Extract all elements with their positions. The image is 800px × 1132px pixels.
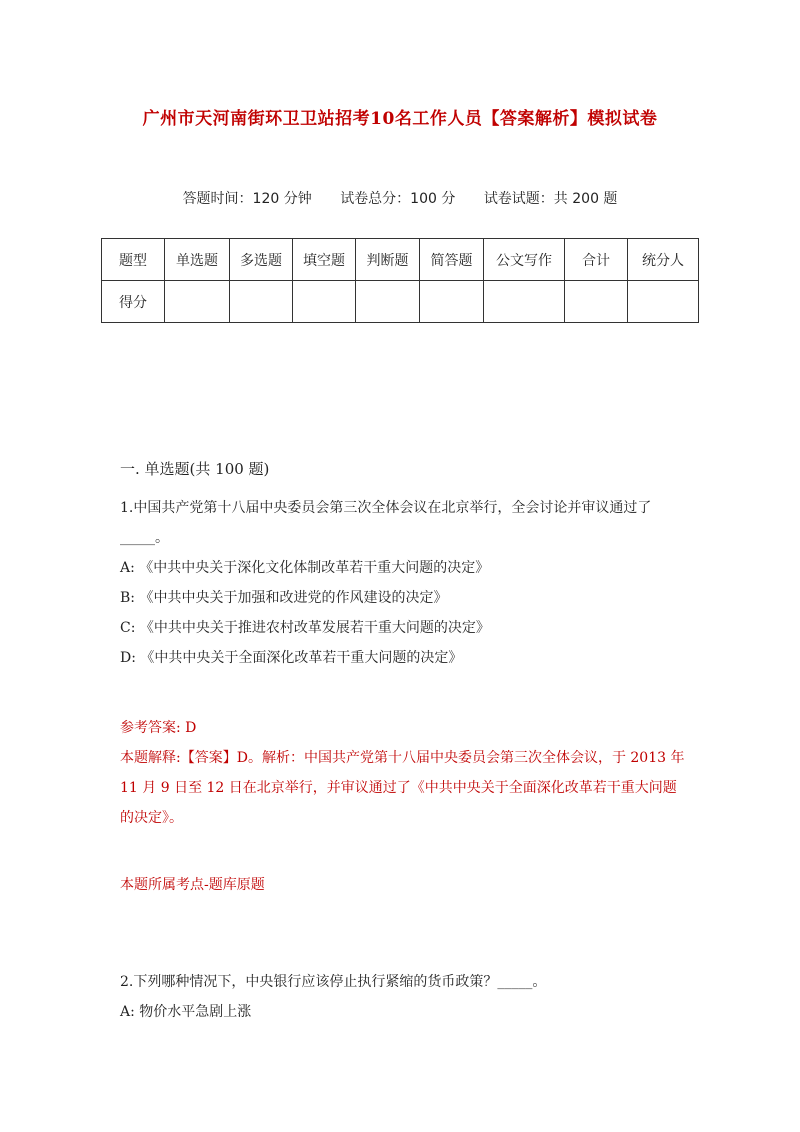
score-header-cell: 统分人 [628, 239, 699, 281]
score-header-cell: 多选题 [230, 239, 293, 281]
score-header-cell: 单选题 [165, 239, 230, 281]
score-cell [165, 281, 230, 323]
question-source: 本题所属考点-题库原题 [120, 877, 265, 893]
exam-total-score: 试卷总分：100 分 [340, 191, 456, 207]
score-cell [293, 281, 356, 323]
answer-explanation: 本题解释:【答案】D。解析：中国共产党第十八届中央委员会第三次全体会议，于 2013 年 11 月 9 日至 12 日在北京举行，并审议通过了《中共中央关于全面深化改革若干重大问题的决定》。 [120, 750, 685, 826]
score-header-cell: 合计 [565, 239, 628, 281]
score-cell [628, 281, 699, 323]
score-table-row [102, 281, 699, 323]
question-2 [120, 967, 690, 1027]
exam-meta [0, 188, 800, 208]
score-header-cell: 简答题 [420, 239, 484, 281]
score-header-cell: 公文写作 [484, 239, 565, 281]
answer-block [120, 713, 690, 833]
option-d: D: 《中共中央关于全面深化改革若干重大问题的决定》 [120, 650, 463, 666]
question-stem: 2.下列哪种情况下，中央银行应该停止执行紧缩的货币政策？_____。 [120, 974, 547, 990]
score-cell [565, 281, 628, 323]
score-row-label: 得分 [102, 281, 165, 323]
score-header-cell: 填空题 [293, 239, 356, 281]
score-cell [230, 281, 293, 323]
score-header-cell: 判断题 [356, 239, 420, 281]
section-title: 一. 单选题(共 100 题) [120, 460, 270, 478]
option-a: A: 《中共中央关于深化文化体制改革若干重大问题的决定》 [120, 560, 490, 576]
option-c: C: 《中共中央关于推进农村改革发展若干重大问题的决定》 [120, 620, 490, 636]
document-title: 广州市天河南街环卫卫站招考10名工作人员【答案解析】模拟试卷 [142, 109, 658, 129]
score-table-header-row [102, 239, 699, 281]
question-1 [120, 493, 690, 673]
reference-answer: 参考答案: D [120, 720, 197, 736]
question-stem: 1.中国共产党第十八届中央委员会第三次全体会议在北京举行，全会讨论并审议通过了_____。 [120, 500, 652, 546]
exam-question-count: 试卷试题：共 200 题 [483, 191, 618, 207]
score-table [101, 238, 699, 323]
option-a: A: 物价水平急剧上涨 [120, 1004, 252, 1020]
score-cell [484, 281, 565, 323]
score-cell [420, 281, 484, 323]
score-header-cell: 题型 [102, 239, 165, 281]
option-b: B: 《中共中央关于加强和改进党的作风建设的决定》 [120, 590, 448, 606]
exam-time: 答题时间：120 分钟 [182, 191, 312, 207]
score-cell [356, 281, 420, 323]
